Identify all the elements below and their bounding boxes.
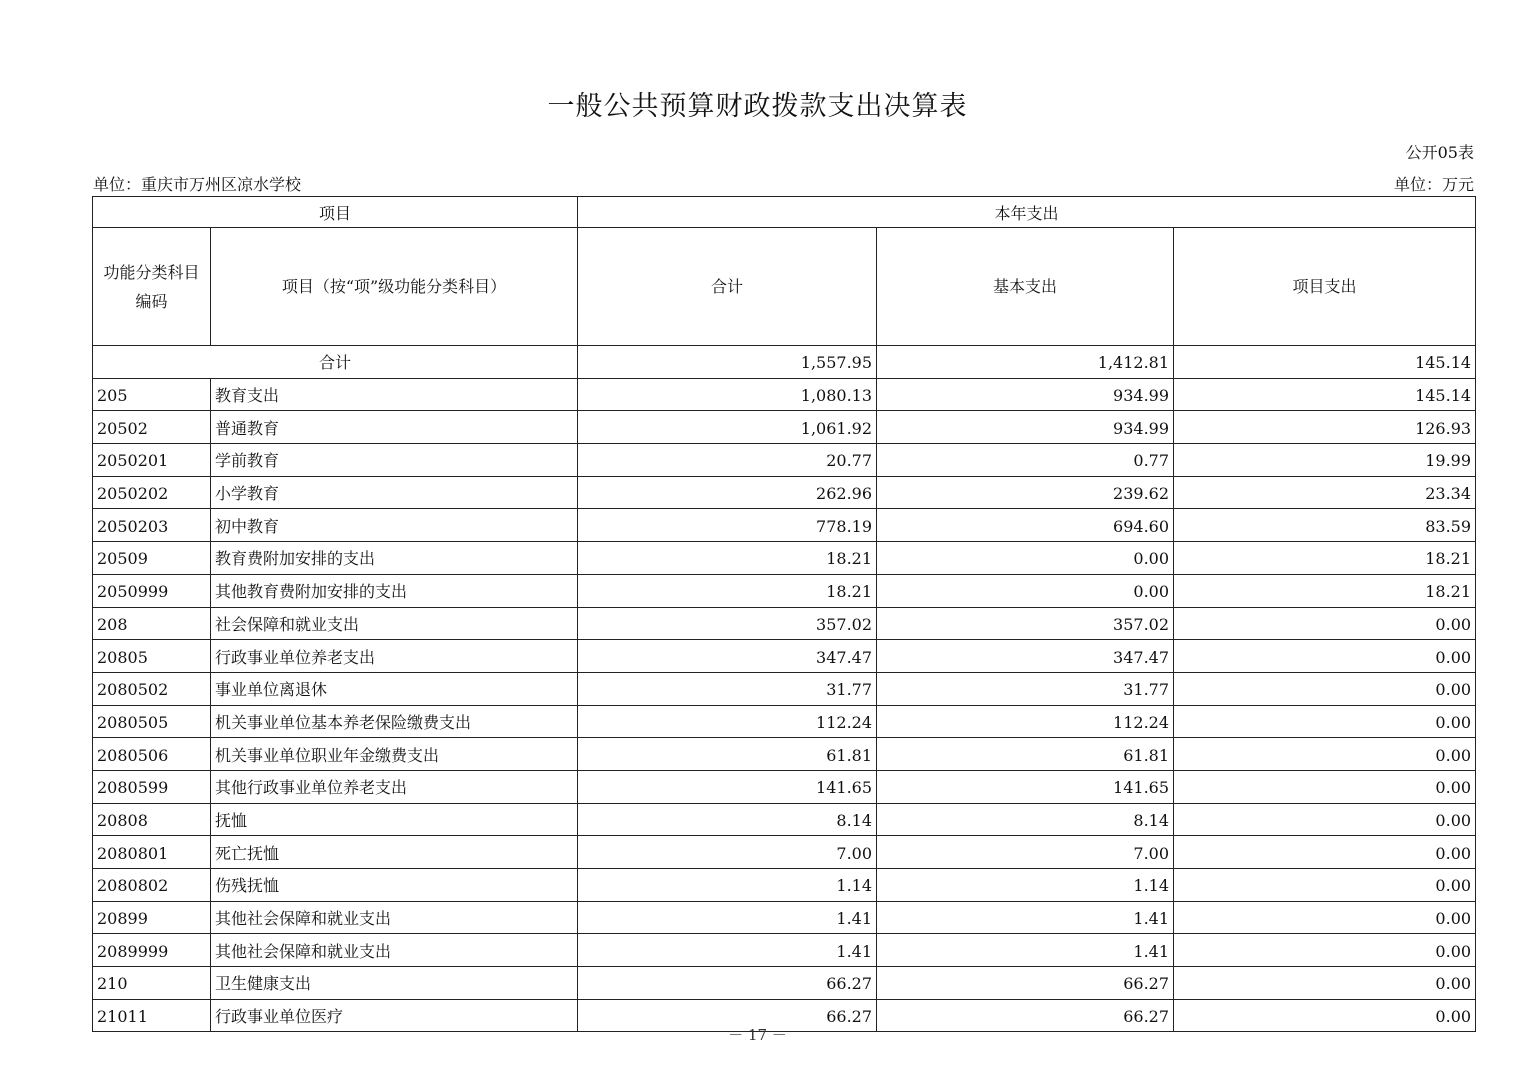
total-cell-project: 145.14 (1174, 346, 1476, 379)
row-name: 卫生健康支出 (211, 967, 578, 1000)
row-code: 2080502 (93, 672, 211, 705)
row-basic: 934.99 (877, 411, 1174, 444)
row-name: 其他社会保障和就业支出 (211, 901, 578, 934)
table-row (93, 967, 1476, 1000)
row-basic: 1.41 (877, 934, 1174, 967)
row-total: 66.27 (578, 967, 877, 1000)
row-basic: 239.62 (877, 476, 1174, 509)
row-code: 20509 (93, 542, 211, 575)
table-row (93, 444, 1476, 477)
row-total: 20.77 (578, 444, 877, 477)
row-basic: 0.00 (877, 542, 1174, 575)
row-code: 2050203 (93, 509, 211, 542)
row-total: 778.19 (578, 509, 877, 542)
table-row (93, 705, 1476, 738)
row-total: 1,080.13 (578, 378, 877, 411)
row-code: 2050202 (93, 476, 211, 509)
table-row (93, 574, 1476, 607)
row-basic: 7.00 (877, 836, 1174, 869)
row-basic: 66.27 (877, 999, 1174, 1032)
row-name: 机关事业单位基本养老保险缴费支出 (211, 705, 578, 738)
row-basic: 8.14 (877, 803, 1174, 836)
table-row (93, 934, 1476, 967)
row-code: 2080599 (93, 770, 211, 803)
row-total: 8.14 (578, 803, 877, 836)
header-row-sub (93, 228, 1476, 346)
row-total: 262.96 (578, 476, 877, 509)
row-name: 行政事业单位医疗 (211, 999, 578, 1032)
row-basic: 357.02 (877, 607, 1174, 640)
currency-unit: 单位：万元 (1393, 175, 1474, 194)
row-project: 0.00 (1174, 640, 1476, 673)
row-total: 18.21 (578, 542, 877, 575)
row-code: 205 (93, 378, 211, 411)
row-basic: 31.77 (877, 672, 1174, 705)
row-total: 61.81 (578, 738, 877, 771)
row-project: 19.99 (1174, 444, 1476, 477)
row-total: 1,061.92 (578, 411, 877, 444)
row-total: 18.21 (578, 574, 877, 607)
table-row (93, 476, 1476, 509)
row-code: 20808 (93, 803, 211, 836)
row-project: 0.00 (1174, 770, 1476, 803)
header-row-top (93, 197, 1476, 228)
total-row (93, 346, 1476, 379)
table-row (93, 509, 1476, 542)
row-basic: 141.65 (877, 770, 1174, 803)
row-name: 学前教育 (211, 444, 578, 477)
form-number: 公开05表 (1405, 143, 1474, 162)
row-name: 社会保障和就业支出 (211, 607, 578, 640)
row-basic: 694.60 (877, 509, 1174, 542)
header-total: 合计 (578, 228, 877, 346)
table-row (93, 901, 1476, 934)
row-code: 2080505 (93, 705, 211, 738)
table-row (93, 378, 1476, 411)
header-current-year-expense: 本年支出 (578, 197, 1476, 228)
row-project: 0.00 (1174, 999, 1476, 1032)
table-row (93, 672, 1476, 705)
row-basic: 61.81 (877, 738, 1174, 771)
row-project: 0.00 (1174, 672, 1476, 705)
table-row (93, 411, 1476, 444)
row-project: 0.00 (1174, 967, 1476, 1000)
row-code: 2080802 (93, 869, 211, 902)
header-project: 项目 (93, 197, 578, 228)
row-basic: 1.41 (877, 901, 1174, 934)
row-name: 抚恤 (211, 803, 578, 836)
table-row (93, 542, 1476, 575)
row-name: 机关事业单位职业年金缴费支出 (211, 738, 578, 771)
row-total: 1.14 (578, 869, 877, 902)
row-total: 112.24 (578, 705, 877, 738)
row-name: 行政事业单位养老支出 (211, 640, 578, 673)
row-name: 伤残抚恤 (211, 869, 578, 902)
total-label: 合计 (93, 346, 578, 379)
total-cell-basic: 1,412.81 (877, 346, 1174, 379)
row-code: 20805 (93, 640, 211, 673)
row-basic: 66.27 (877, 967, 1174, 1000)
header-project-by-item: 项目（按“项”级功能分类科目） (211, 228, 578, 346)
row-total: 66.27 (578, 999, 877, 1032)
row-project: 126.93 (1174, 411, 1476, 444)
row-code: 208 (93, 607, 211, 640)
total-cell-total: 1,557.95 (578, 346, 877, 379)
row-basic: 0.00 (877, 574, 1174, 607)
row-total: 7.00 (578, 836, 877, 869)
row-code: 21011 (93, 999, 211, 1032)
row-code: 2050201 (93, 444, 211, 477)
row-code: 2080801 (93, 836, 211, 869)
row-total: 357.02 (578, 607, 877, 640)
page-number: － 17 － (728, 1026, 787, 1044)
row-name: 其他行政事业单位养老支出 (211, 770, 578, 803)
row-project: 23.34 (1174, 476, 1476, 509)
table-row (93, 640, 1476, 673)
row-name: 教育费附加安排的支出 (211, 542, 578, 575)
row-total: 347.47 (578, 640, 877, 673)
row-project: 18.21 (1174, 542, 1476, 575)
row-project: 145.14 (1174, 378, 1476, 411)
row-code: 2050999 (93, 574, 211, 607)
table-row (93, 803, 1476, 836)
row-project: 0.00 (1174, 869, 1476, 902)
row-code: 20502 (93, 411, 211, 444)
row-project: 0.00 (1174, 803, 1476, 836)
row-total: 141.65 (578, 770, 877, 803)
header-project-expense: 项目支出 (1174, 228, 1476, 346)
table-row (93, 607, 1476, 640)
row-code: 2080506 (93, 738, 211, 771)
row-basic: 347.47 (877, 640, 1174, 673)
row-project: 0.00 (1174, 836, 1476, 869)
header-func-code: 功能分类科目编码 (93, 228, 211, 346)
row-project: 0.00 (1174, 934, 1476, 967)
table-row (93, 869, 1476, 902)
row-code: 20899 (93, 901, 211, 934)
row-project: 83.59 (1174, 509, 1476, 542)
row-basic: 112.24 (877, 705, 1174, 738)
row-name: 其他社会保障和就业支出 (211, 934, 578, 967)
row-name: 普通教育 (211, 411, 578, 444)
row-name: 死亡抚恤 (211, 836, 578, 869)
row-name: 小学教育 (211, 476, 578, 509)
row-project: 0.00 (1174, 901, 1476, 934)
row-project: 0.00 (1174, 705, 1476, 738)
row-total: 1.41 (578, 934, 877, 967)
row-name: 初中教育 (211, 509, 578, 542)
row-code: 2089999 (93, 934, 211, 967)
row-basic: 1.14 (877, 869, 1174, 902)
row-total: 1.41 (578, 901, 877, 934)
row-basic: 0.77 (877, 444, 1174, 477)
row-basic: 934.99 (877, 378, 1174, 411)
reporting-unit: 单位：重庆市万州区凉水学校 (93, 175, 302, 194)
page-title: 一般公共预算财政拨款支出决算表 (547, 91, 968, 122)
row-code: 210 (93, 967, 211, 1000)
table-row (93, 770, 1476, 803)
table-row (93, 836, 1476, 869)
row-name: 其他教育费附加安排的支出 (211, 574, 578, 607)
header-basic: 基本支出 (877, 228, 1174, 346)
row-total: 31.77 (578, 672, 877, 705)
row-project: 18.21 (1174, 574, 1476, 607)
table-row (93, 738, 1476, 771)
row-name: 教育支出 (211, 378, 578, 411)
row-project: 0.00 (1174, 607, 1476, 640)
row-project: 0.00 (1174, 738, 1476, 771)
expenditure-table (92, 196, 1476, 1032)
row-name: 事业单位离退休 (211, 672, 578, 705)
